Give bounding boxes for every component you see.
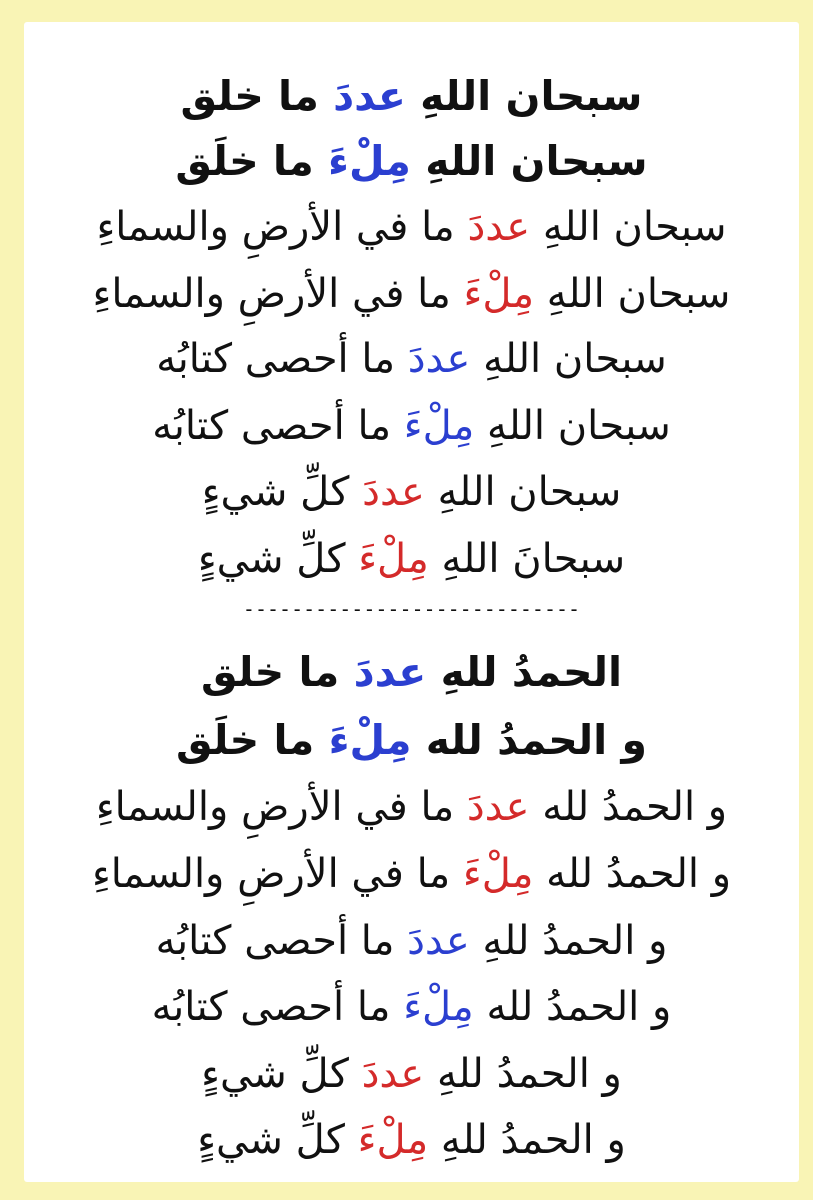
line-end: ما في الأرضِ والسماءِ bbox=[95, 784, 455, 830]
highlight-word: عددَ bbox=[407, 336, 471, 382]
line-end: كلِّ شيءٍ bbox=[197, 536, 346, 582]
highlight-word: عددَ bbox=[466, 784, 530, 830]
highlight-word: مِلْءَ bbox=[403, 984, 474, 1030]
highlight-word: عددَ bbox=[407, 918, 470, 964]
line-start: و الحمدُ للهِ bbox=[482, 918, 668, 964]
highlight-word: مِلْءَ bbox=[403, 403, 475, 449]
line-start: سبحان اللهِ bbox=[487, 403, 671, 449]
line-end: كلِّ شيءٍ bbox=[201, 1051, 349, 1097]
highlight-word: عددَ bbox=[353, 648, 427, 696]
tasbih-line-7 bbox=[24, 460, 799, 524]
tasbih-line-3 bbox=[24, 195, 799, 259]
line-start: سبحان اللهِ bbox=[546, 271, 731, 317]
text-card bbox=[24, 22, 799, 1182]
line-start: و الحمدُ للهِ bbox=[436, 1051, 622, 1097]
tahmid-line-5 bbox=[24, 909, 799, 973]
tasbih-line-4 bbox=[24, 262, 799, 326]
highlight-word: مِلْءَ bbox=[463, 271, 535, 317]
line-start: و الحمدُ لله bbox=[486, 984, 672, 1030]
highlight-word: مِلْءَ bbox=[357, 1117, 429, 1163]
line-end: كلِّ شيءٍ bbox=[197, 1117, 345, 1163]
line-end: ما خلَق bbox=[175, 716, 315, 764]
line-start: و الحمدُ لله bbox=[546, 851, 732, 897]
tasbih-line-6 bbox=[24, 394, 799, 458]
highlight-word: عددَ bbox=[333, 72, 406, 120]
highlight-word: عددَ bbox=[361, 1051, 425, 1097]
line-end: ما أحصى كتابُه bbox=[152, 403, 392, 449]
line-end: ما خلق bbox=[200, 648, 340, 696]
line-start: و الحمدُ للهِ bbox=[440, 1117, 626, 1163]
line-start: سبحان اللهِ bbox=[483, 336, 667, 382]
line-start: سبحان اللهِ bbox=[420, 72, 643, 120]
line-start: و الحمدُ لله bbox=[542, 784, 728, 830]
highlight-word: عددَ bbox=[362, 469, 425, 515]
tasbih-line-8 bbox=[24, 527, 799, 591]
line-start: سبحان اللهِ bbox=[542, 204, 727, 250]
line-end: ما في الأرضِ والسماءِ bbox=[96, 204, 455, 250]
tahmid-line-7 bbox=[24, 1042, 799, 1106]
highlight-word: مِلْءَ bbox=[358, 536, 429, 582]
tahmid-line-8 bbox=[24, 1108, 799, 1172]
line-start: و الحمدُ لله bbox=[425, 716, 647, 764]
tasbih-line-2 bbox=[24, 129, 799, 193]
section-divider: ---------------------------- bbox=[242, 597, 581, 621]
line-end: ما أحصى كتابُه bbox=[151, 984, 391, 1030]
tahmid-line-3 bbox=[24, 775, 799, 839]
line-start: سبحان اللهِ bbox=[437, 469, 622, 515]
tahmid-line-2 bbox=[24, 708, 799, 772]
tahmid-line-4 bbox=[24, 842, 799, 906]
highlight-word: مِلْءَ bbox=[462, 851, 534, 897]
highlight-word: مِلْءَ bbox=[328, 137, 411, 185]
line-end: ما خلَق bbox=[175, 137, 314, 185]
tasbih-line-1 bbox=[24, 64, 799, 128]
line-end: كلِّ شيءٍ bbox=[201, 469, 350, 515]
line-end: ما في الأرضِ والسماءِ bbox=[92, 271, 451, 317]
line-start: الحمدُ للهِ bbox=[440, 648, 623, 696]
tasbih-line-5 bbox=[24, 327, 799, 391]
line-end: ما أحصى كتابُه bbox=[156, 336, 395, 382]
tahmid-line-6 bbox=[24, 975, 799, 1039]
line-end: ما خلق bbox=[180, 72, 319, 120]
line-start: سبحان اللهِ bbox=[425, 137, 648, 185]
line-end: ما أحصى كتابُه bbox=[155, 918, 395, 964]
highlight-word: عددَ bbox=[467, 204, 531, 250]
highlight-word: مِلْءَ bbox=[328, 716, 412, 764]
line-end: ما في الأرضِ والسماءِ bbox=[91, 851, 451, 897]
tahmid-line-1 bbox=[24, 640, 799, 704]
line-start: سبحانَ اللهِ bbox=[441, 536, 626, 582]
